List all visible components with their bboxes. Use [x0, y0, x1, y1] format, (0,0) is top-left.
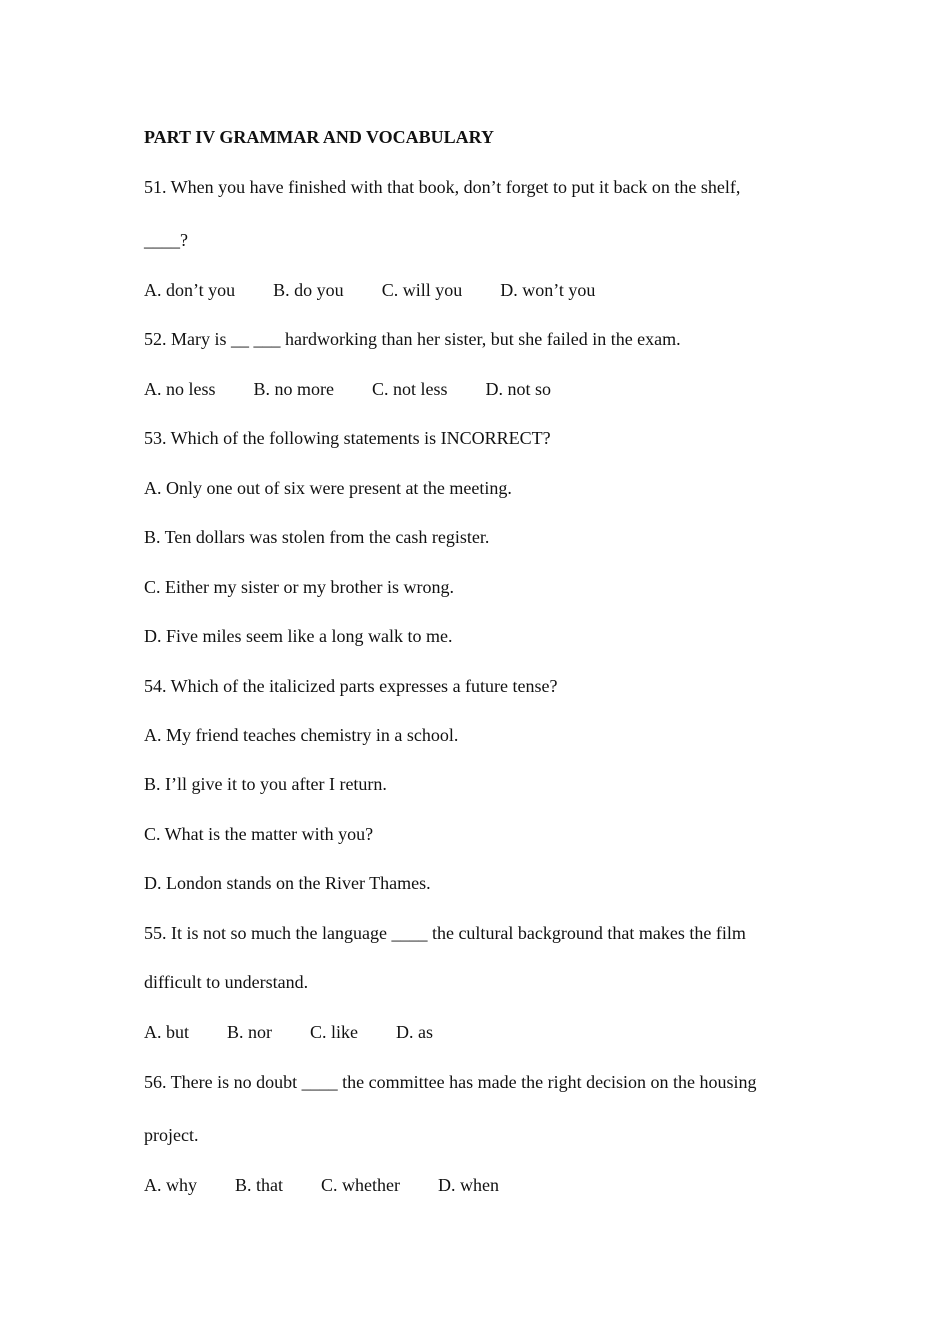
option-c: C. not less: [372, 379, 448, 399]
question-56-options: [144, 1174, 499, 1196]
question-51-stem-line-2: ____?: [144, 230, 188, 250]
option-a: A. don’t you: [144, 280, 236, 300]
option-c: C. whether: [321, 1175, 400, 1195]
section-title: PART IV GRAMMAR AND VOCABULARY: [144, 127, 495, 147]
option-d: D. when: [437, 1175, 499, 1195]
question-54-option-d: D. London stands on the River Thames.: [144, 873, 431, 893]
question-53-option-d: D. Five miles seem like a long walk to me.: [144, 626, 453, 646]
question-56-stem-line-1: 56. There is no doubt ____ the committee has made the right decision on the housing: [144, 1072, 757, 1092]
question-53-stem: 53. Which of the following statements is INCORRECT?: [144, 428, 551, 448]
question-51-options: [144, 279, 595, 301]
question-54-option-b: B. I’ll give it to you after I return.: [144, 774, 387, 794]
question-52-options: [144, 378, 551, 400]
question-55-stem-line-1: 55. It is not so much the language ____ the cultural background that makes the film: [144, 923, 746, 943]
question-53-option-a: A. Only one out of six were present at the meeting.: [144, 478, 512, 498]
question-55-options: [144, 1021, 433, 1043]
option-a: A. why: [144, 1175, 197, 1195]
option-d: D. won’t you: [500, 280, 596, 300]
question-54-option-a: A. My friend teaches chemistry in a school.: [144, 725, 459, 745]
question-53-option-c: C. Either my sister or my brother is wrong.: [144, 577, 454, 597]
option-c: C. will you: [381, 280, 463, 300]
option-b: B. do you: [273, 280, 344, 300]
question-51-stem-line-1: 51. When you have finished with that book, don’t forget to put it back on the shelf,: [144, 177, 741, 197]
option-b: B. that: [235, 1175, 283, 1195]
option-c: C. like: [310, 1022, 358, 1042]
option-a: A. no less: [144, 379, 216, 399]
option-a: A. but: [144, 1022, 189, 1042]
option-b: B. no more: [253, 379, 334, 399]
question-55-stem-line-2: difficult to understand.: [144, 972, 309, 992]
question-54-option-c: C. What is the matter with you?: [144, 824, 374, 844]
option-d: D. as: [396, 1022, 433, 1042]
option-b: B. nor: [227, 1022, 272, 1042]
question-56-stem-line-2: project.: [144, 1125, 199, 1145]
option-d: D. not so: [485, 379, 552, 399]
question-52-stem: 52. Mary is __ ___ hardworking than her sister, but she failed in the exam.: [144, 329, 681, 349]
question-53-option-b: B. Ten dollars was stolen from the cash register.: [144, 527, 490, 547]
question-54-stem: 54. Which of the italicized parts expresses a future tense?: [144, 676, 558, 696]
